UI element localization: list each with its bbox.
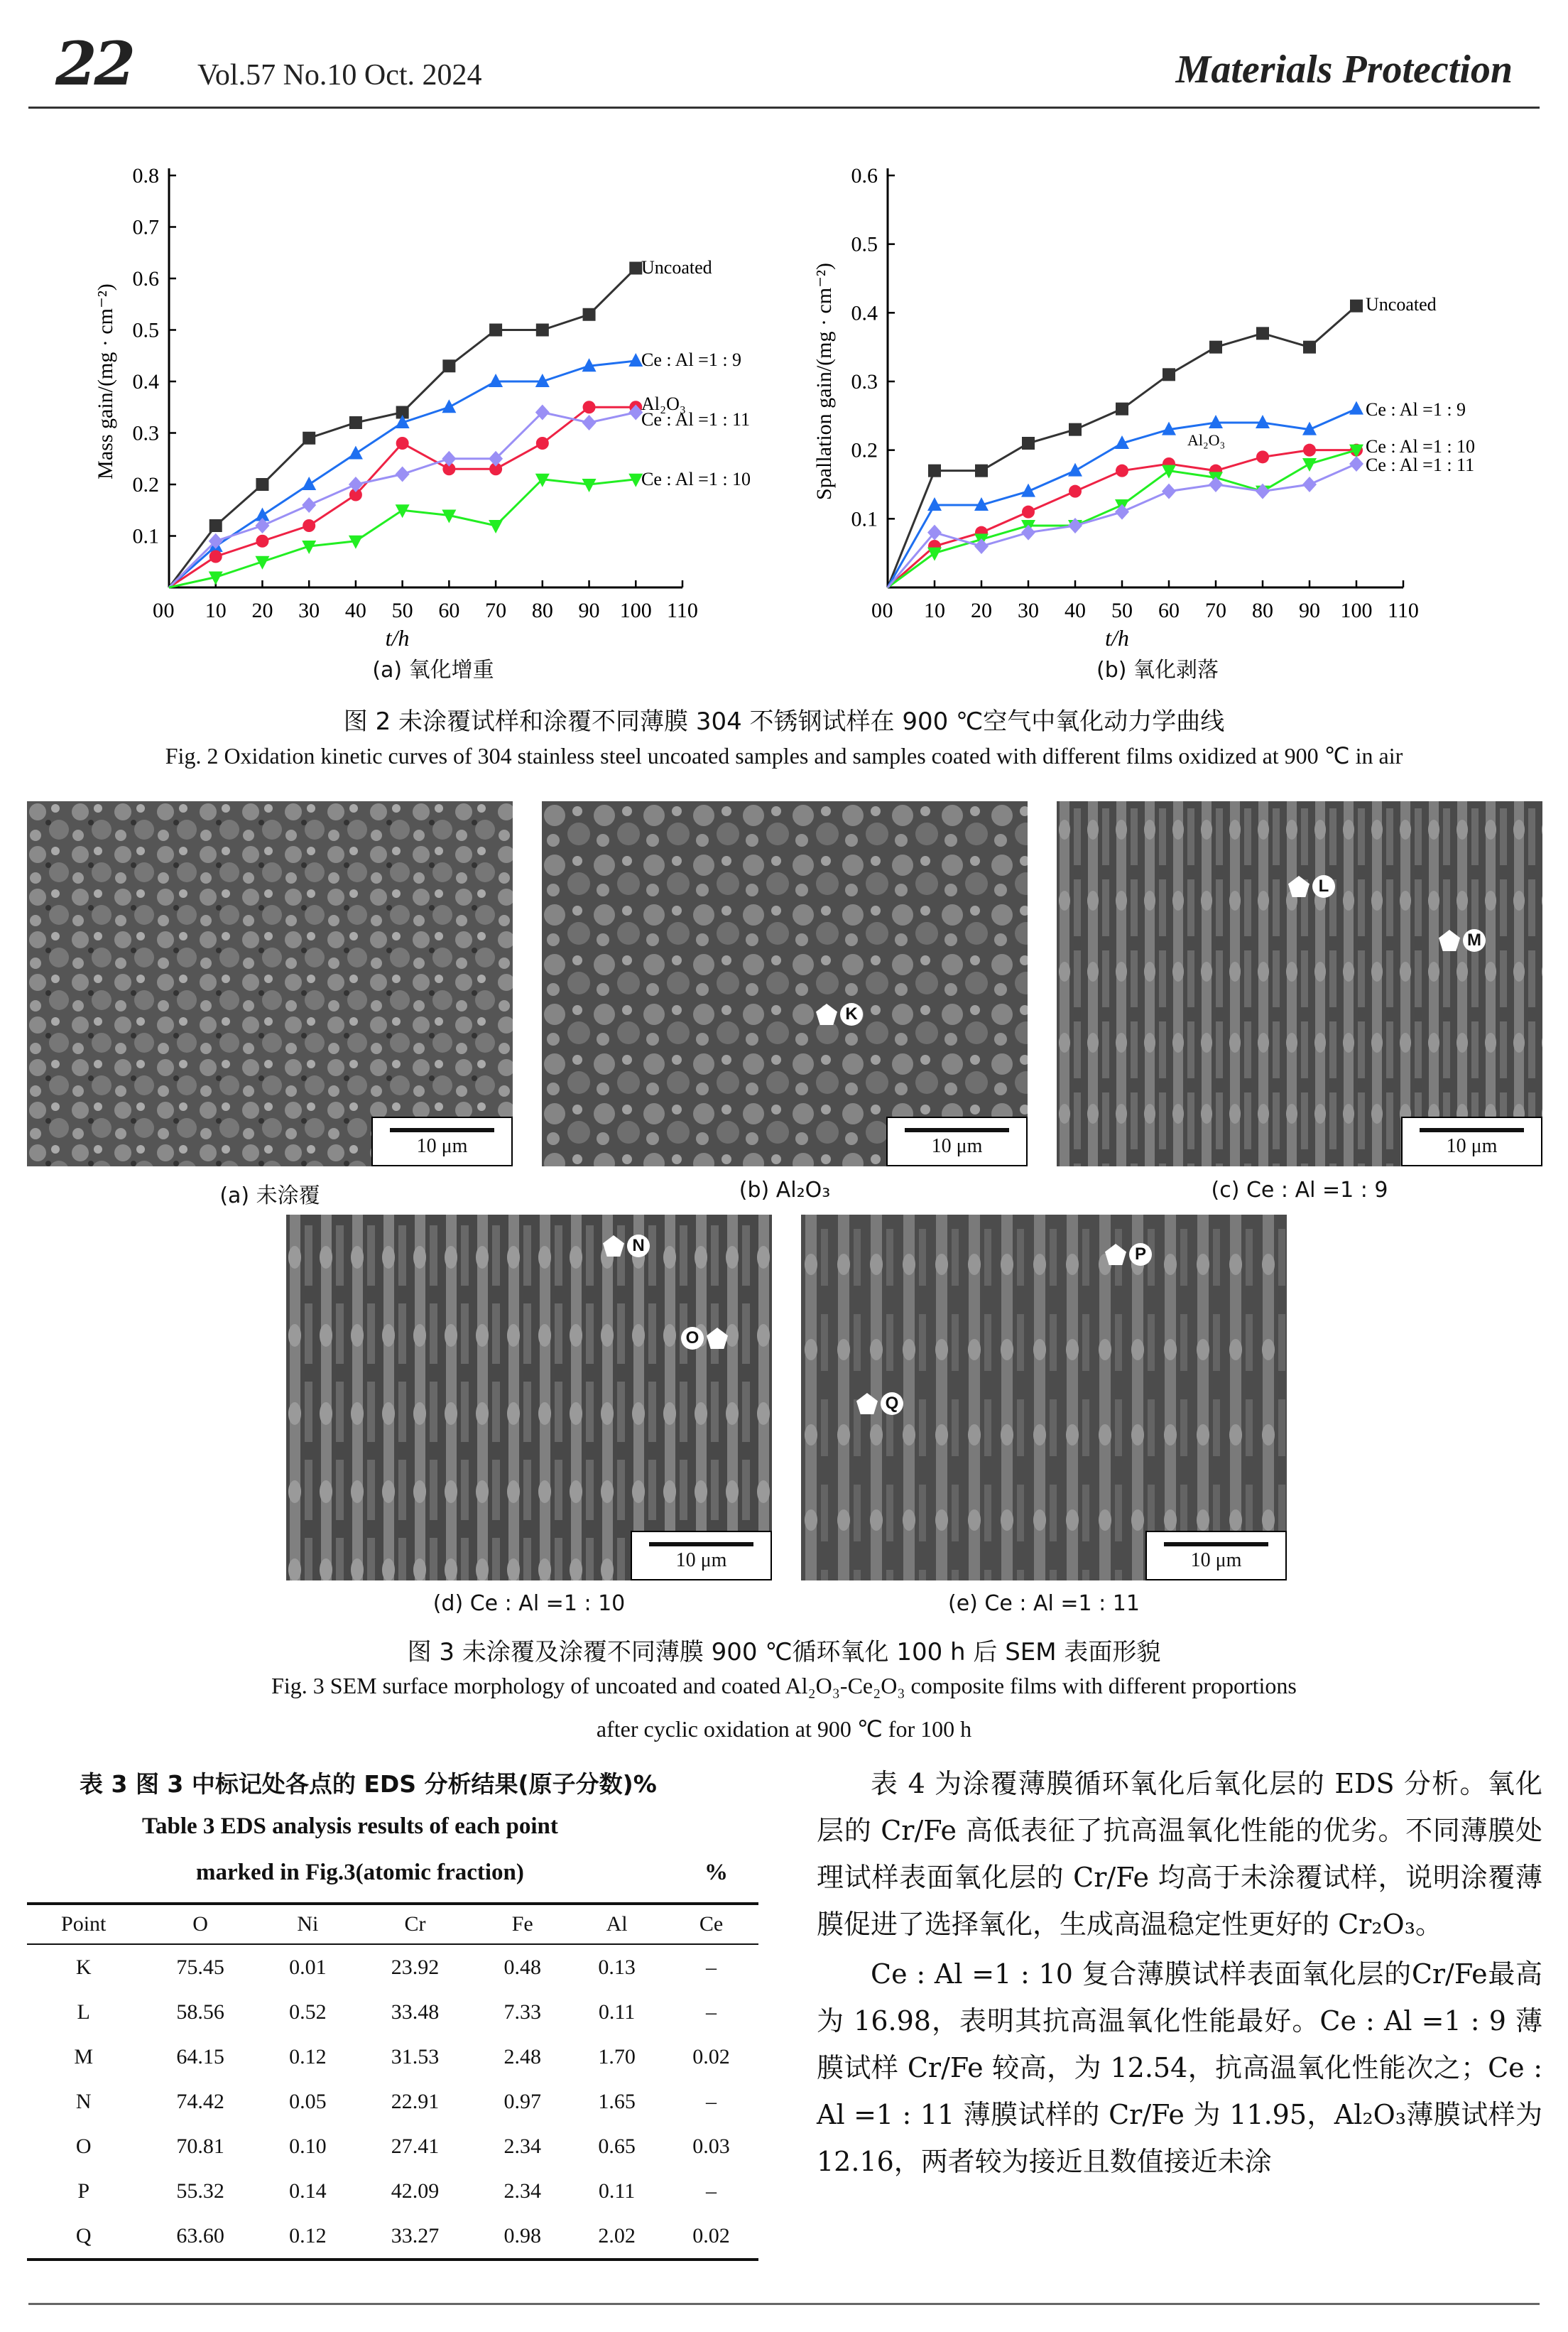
- data-point: [1022, 437, 1035, 450]
- table-cell: 0.03: [692, 2134, 730, 2158]
- table-cell: L: [77, 2000, 90, 2024]
- x-tick-label: 40: [344, 599, 366, 622]
- scale-bar-e: 10 μm: [1145, 1531, 1287, 1580]
- table-row: [27, 2213, 758, 2260]
- table-cell: 22.91: [391, 2089, 440, 2113]
- y-tick-label: 0.6: [851, 164, 878, 188]
- marker-K: K: [816, 1003, 863, 1026]
- x-tick-label: 60: [438, 599, 460, 622]
- series-label: Uncoated: [1366, 294, 1437, 315]
- x-tick-label: 80: [1252, 599, 1273, 622]
- scale-bar-d: 10 μm: [631, 1531, 772, 1580]
- marker-L: L: [1288, 875, 1335, 898]
- data-point: [302, 477, 316, 490]
- chart-spallation: [785, 160, 1495, 657]
- series-label: Al₂O₃: [641, 394, 686, 414]
- table-cell: 63.60: [140, 2213, 260, 2260]
- sem-texture-c: [1057, 801, 1542, 1166]
- x-tick-label: 110: [1388, 599, 1419, 622]
- body-paragraph-1: 表 4 为涂覆薄膜循环氧化后氧化层的 EDS 分析。氧化层的 Cr/Fe 高低表征了抗高温氧化性能的优劣。不同薄膜处理试样表面氧化层的 Cr/Fe 均高于未涂覆试样，说明涂覆薄膜促进了选择氧化，生成高温稳定性更好的 Cr₂O₃。: [817, 1768, 1542, 1940]
- table-cell: 0.98: [475, 2213, 570, 2260]
- x-tick-label: 50: [391, 599, 413, 622]
- table3-header-0: Point: [27, 1904, 140, 1944]
- data-point: [1209, 341, 1222, 354]
- table-row: [27, 2124, 758, 2169]
- x-tick-label: 90: [1299, 599, 1320, 622]
- y-tick-label: 0.8: [132, 164, 159, 188]
- data-point: [975, 465, 988, 477]
- fig3-caption-en-2: after cyclic oxidation at 900 ℃ for 100 h: [596, 1716, 972, 1742]
- fig3-caption-cn: 图 3 未涂覆及涂覆不同薄膜 900 ℃循环氧化 100 h 后 SEM 表面形貌: [407, 1638, 1161, 1666]
- sem-image-e: [801, 1215, 1287, 1580]
- footer-rule: [28, 2303, 1540, 2305]
- data-point: [303, 519, 315, 532]
- data-point: [1256, 327, 1269, 340]
- series-label: Ce : Al =1 : 10: [1366, 436, 1476, 457]
- data-point: [1116, 465, 1128, 477]
- x-tick-label: 0: [882, 599, 893, 622]
- table3-unit: %: [704, 1860, 728, 1885]
- marker-N: N: [603, 1235, 650, 1257]
- sem-image-b: [542, 801, 1028, 1166]
- x-tick-label: 80: [531, 599, 553, 622]
- sem-texture-d: [286, 1215, 772, 1580]
- y-tick-label: 0.5: [851, 232, 878, 256]
- sem-texture-b: [542, 801, 1028, 1166]
- table-row: [27, 2169, 758, 2213]
- y-axis-label: Mass gain/(mg · cm⁻²): [94, 283, 117, 479]
- data-point: [349, 446, 363, 460]
- scale-bar-c: 10 μm: [1401, 1117, 1542, 1166]
- table3: [27, 1902, 758, 2261]
- x-tick-label: 70: [1205, 599, 1226, 622]
- data-point: [927, 548, 942, 561]
- table-cell: 0.02: [664, 2213, 758, 2260]
- fig2-caption-cn: 图 2 未涂覆试样和涂覆不同薄膜 304 不锈钢试样在 900 ℃空气中氧化动力学曲线: [343, 707, 1225, 736]
- x-tick-label: 110: [667, 599, 698, 622]
- y-tick-label: 0.4: [851, 301, 878, 325]
- table-cell: 1.70: [598, 2044, 636, 2068]
- data-point: [256, 535, 268, 548]
- data-point: [489, 324, 502, 337]
- data-point: [209, 551, 222, 563]
- fig2-caption-en: Fig. 2 Oxidation kinetic curves of 304 stainless steel uncoated samples and samples coated with different films oxidized at 900 ℃ in air: [165, 743, 1403, 769]
- table3-header-6: Ce: [664, 1904, 758, 1944]
- data-point: [536, 324, 549, 337]
- table-cell: 75.45: [176, 1955, 224, 1979]
- sem-texture-a: [27, 801, 513, 1166]
- series-label: Ce : Al =1 : 11: [641, 409, 751, 430]
- table-cell: 0.10: [289, 2134, 327, 2158]
- sem-caption-d: (d) Ce : Al =1 : 10: [432, 1591, 626, 1616]
- data-point: [536, 437, 549, 450]
- marker-P: P: [1105, 1243, 1152, 1266]
- body-text: [817, 1760, 1542, 2185]
- y-tick-label: 0.5: [132, 318, 159, 342]
- table-cell: 0.12: [261, 2213, 355, 2260]
- table-cell: 0.97: [503, 2089, 541, 2113]
- sem-image-a: [27, 801, 513, 1166]
- table-cell: –: [706, 2089, 717, 2113]
- y-origin-label: 0: [153, 599, 163, 622]
- x-tick-label: 90: [578, 599, 600, 622]
- data-point: [1069, 485, 1082, 498]
- scale-bar-b: 10 μm: [886, 1117, 1028, 1166]
- x-tick-label: 0: [163, 599, 175, 622]
- fig3-caption-en-1: Fig. 3 SEM surface morphology of uncoated and coated Al₂O₃-Ce₂O₃ composite films with different proportions: [271, 1673, 1297, 1698]
- data-point: [302, 497, 316, 513]
- series-label: Ce : Al =1 : 11: [1366, 455, 1475, 475]
- table-cell: 31.53: [391, 2044, 440, 2068]
- table3-header-3: Cr: [355, 1904, 475, 1944]
- sem-caption-a: (a) 未涂覆: [219, 1183, 320, 1208]
- table3-caption-cn: 表 3 图 3 中标记处各点的 EDS 分析结果(原子分数)%: [80, 1770, 657, 1798]
- y-tick-label: 0.6: [132, 267, 159, 291]
- y-tick-label: 0.2: [851, 438, 878, 462]
- table3-header-4: Fe: [475, 1904, 570, 1944]
- table-cell: 1.65: [598, 2089, 636, 2113]
- y-origin-label: 0: [871, 599, 882, 622]
- y-tick-label: 0.1: [851, 507, 878, 531]
- series-label: Ce : Al =1 : 9: [1366, 399, 1466, 420]
- table-cell: 70.81: [176, 2134, 224, 2158]
- page-number: 22: [55, 28, 133, 99]
- data-point: [1116, 403, 1128, 416]
- table-cell: 42.09: [391, 2179, 440, 2203]
- data-point: [1350, 300, 1363, 313]
- series-label: Ce : Al =1 : 9: [641, 349, 742, 370]
- sem-caption-c: (c) Ce : Al =1 : 9: [1211, 1178, 1388, 1203]
- marker-Q: Q: [856, 1392, 903, 1415]
- data-point: [629, 262, 642, 275]
- table-cell: 0.13: [598, 1955, 636, 1979]
- table-cell: M: [74, 2044, 94, 2068]
- table-row: [27, 2079, 758, 2124]
- sem-image-c: [1057, 801, 1542, 1166]
- data-point: [442, 399, 456, 413]
- table-cell: P: [77, 2179, 90, 2203]
- x-tick-label: 10: [924, 599, 945, 622]
- chart-a-subcaption: (a) 氧化增重: [372, 658, 494, 683]
- table-cell: 0.11: [598, 2000, 636, 2024]
- table-cell: 0.12: [289, 2044, 327, 2068]
- table-cell: 0.01: [289, 1955, 327, 1979]
- chart-b-subcaption: (b) 氧化剥落: [1096, 658, 1219, 683]
- table-cell: 33.48: [391, 2000, 440, 2024]
- x-tick-label: 10: [205, 599, 227, 622]
- table-cell: 2.34: [503, 2179, 541, 2203]
- data-point: [442, 451, 456, 467]
- data-point: [1069, 423, 1082, 436]
- volume-info: Vol.57 No.10 Oct. 2024: [197, 59, 482, 92]
- chart-spallation-svg: [785, 160, 1495, 657]
- series-label: Uncoated: [641, 257, 712, 278]
- y-tick-label: 0.3: [132, 421, 159, 445]
- data-point: [583, 401, 596, 413]
- table3-header-row: [27, 1904, 758, 1944]
- data-point: [1163, 368, 1175, 381]
- marker-O: O: [681, 1327, 728, 1350]
- table-cell: K: [75, 1955, 92, 1979]
- table3-header-2: Ni: [261, 1904, 355, 1944]
- table3-header-5: Al: [570, 1904, 664, 1944]
- y-tick-label: 0.7: [132, 215, 159, 239]
- x-tick-label: 100: [619, 599, 652, 622]
- table-cell: 58.56: [176, 2000, 224, 2024]
- x-tick-label: 20: [251, 599, 273, 622]
- table-row: [27, 2034, 758, 2079]
- data-point: [396, 467, 410, 482]
- x-tick-label: 30: [1018, 599, 1039, 622]
- series-label: Ce : Al =1 : 10: [641, 469, 751, 489]
- x-axis-label: t/h: [1105, 625, 1129, 651]
- data-point: [1303, 341, 1316, 354]
- table-cell: 64.15: [176, 2044, 224, 2068]
- data-point: [396, 437, 409, 450]
- data-point: [928, 465, 941, 477]
- x-tick-label: 100: [1340, 599, 1373, 622]
- y-tick-label: 0.1: [132, 524, 159, 548]
- y-axis-label: Spallation gain/(mg · cm⁻²): [812, 263, 836, 500]
- data-point: [1349, 456, 1363, 472]
- data-point: [1303, 444, 1316, 457]
- data-point: [256, 478, 268, 491]
- table3-header-1: O: [140, 1904, 260, 1944]
- data-point: [1256, 450, 1269, 463]
- x-axis-label: t/h: [385, 625, 410, 651]
- table-cell: 2.02: [570, 2213, 664, 2260]
- data-point: [1022, 506, 1035, 519]
- chart-mass-gain: [71, 160, 753, 657]
- table3-caption-en-1: Table 3 EDS analysis results of each point: [142, 1813, 558, 1839]
- table3-caption-en-2: marked in Fig.3(atomic fraction): [196, 1860, 524, 1885]
- y-tick-label: 0.3: [851, 370, 878, 394]
- data-point: [209, 519, 222, 532]
- series-line: [888, 464, 1356, 587]
- table-cell: 27.41: [391, 2134, 440, 2158]
- series-line: [169, 407, 636, 587]
- data-point: [1162, 484, 1176, 499]
- data-point: [442, 359, 455, 372]
- sem-caption-e: (e) Ce : Al =1 : 11: [948, 1591, 1140, 1616]
- y-tick-label: 0.4: [132, 370, 159, 394]
- table-cell: 74.42: [176, 2089, 224, 2113]
- x-tick-label: 40: [1065, 599, 1086, 622]
- table-cell: –: [706, 1955, 717, 1979]
- journal-name: Materials Protection: [1175, 48, 1513, 92]
- table-cell: 2.34: [503, 2134, 541, 2158]
- x-tick-label: 20: [971, 599, 992, 622]
- x-tick-label: 50: [1111, 599, 1133, 622]
- x-tick-label: 60: [1158, 599, 1180, 622]
- sem-image-d: [286, 1215, 772, 1580]
- table-cell: O: [75, 2134, 92, 2158]
- table-cell: N: [75, 2089, 92, 2113]
- table-cell: –: [706, 2000, 717, 2024]
- table-cell: –: [706, 2179, 717, 2203]
- x-tick-label: 30: [298, 599, 320, 622]
- table-cell: 0.52: [289, 2000, 327, 2024]
- table-row: [27, 1990, 758, 2034]
- data-point: [1349, 401, 1363, 415]
- series-label: Al₂O₃: [1187, 431, 1226, 449]
- y-tick-label: 0.2: [132, 473, 159, 497]
- data-point: [349, 416, 362, 429]
- data-point: [1068, 463, 1082, 477]
- table-cell: 23.92: [391, 1955, 440, 1979]
- data-point: [582, 479, 597, 492]
- table-cell: 0.02: [692, 2044, 730, 2068]
- body-paragraph-2: Ce : Al =1 : 10 复合薄膜试样表面氧化层的Cr/Fe最高为 16.98，表明其抗高温氧化性能最好。Ce : Al =1 : 9 薄膜试样 Cr/Fe 较高，为 12.54，抗高温氧化性能次之；Ce : Al =1 : 11 薄膜试样的 Cr/Fe 为 11.95，Al₂O₃薄膜试样为12.16，两者较为接近且数值接近未涂: [817, 1958, 1542, 2177]
- table-cell: 2.48: [503, 2044, 541, 2068]
- data-point: [583, 308, 596, 321]
- sem-caption-b: (b) Al₂O₃: [739, 1178, 831, 1203]
- header-rule: [28, 107, 1540, 109]
- table-cell: 0.48: [503, 1955, 541, 1979]
- table-cell: 7.33: [503, 2000, 541, 2024]
- table-cell: 0.65: [598, 2134, 636, 2158]
- data-point: [1302, 458, 1317, 472]
- chart-mass-gain-svg: [71, 160, 753, 657]
- x-tick-label: 70: [485, 599, 507, 622]
- table-cell: 0.05: [289, 2089, 327, 2113]
- data-point: [303, 432, 315, 445]
- data-point: [489, 520, 503, 533]
- table-row: [27, 1944, 758, 1990]
- table-cell: 33.27: [355, 2213, 475, 2260]
- data-point: [1302, 477, 1317, 492]
- table-cell: 0.11: [598, 2179, 636, 2203]
- marker-M: M: [1439, 929, 1486, 952]
- table-cell: Q: [27, 2213, 140, 2260]
- data-point: [582, 415, 597, 430]
- scale-bar-a: 10 μm: [371, 1117, 513, 1166]
- table-cell: 55.32: [176, 2179, 224, 2203]
- table-cell: 0.14: [289, 2179, 327, 2203]
